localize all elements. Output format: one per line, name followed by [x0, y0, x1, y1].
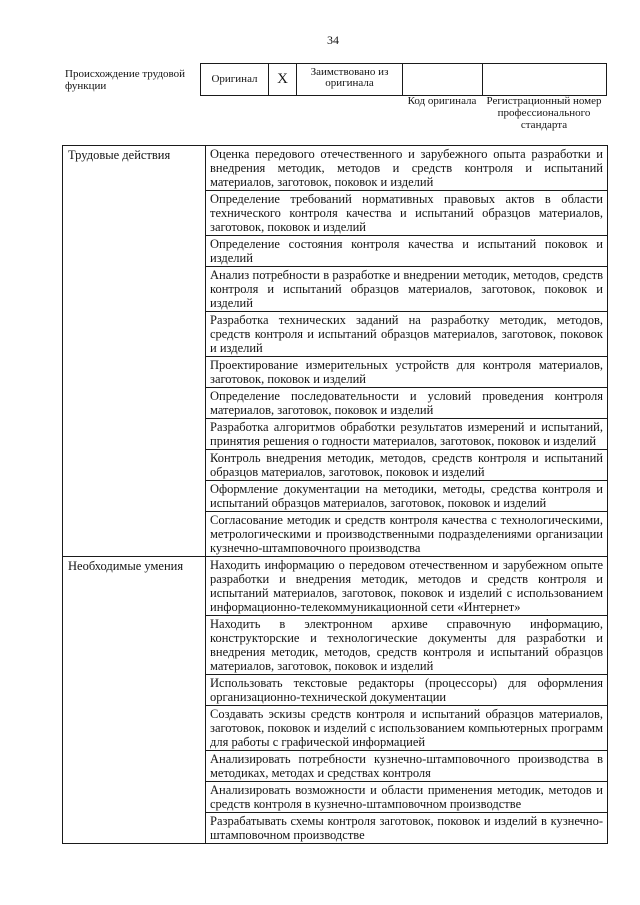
page-number: 34 [327, 33, 339, 47]
labor-function-table-body [63, 146, 608, 844]
registration-number-cell [483, 64, 607, 96]
section-item: Анализировать потребности кузнечно-штамповочного производства в методиках, методах и средствах контроля [206, 751, 608, 782]
section-title: Необходимые умения [63, 557, 206, 844]
origin-box-row [201, 64, 607, 96]
table-row [63, 146, 608, 191]
original-label: Оригинал [201, 64, 269, 96]
registration-caption: Регистрационный номер профессионального стандарта [486, 95, 602, 131]
section-item: Определение состояния контроля качества и испытаний поковок и изделий [206, 236, 608, 267]
section-item: Находить в электронном архиве справочную информацию, конструкторские и технологические документы для разработки и внедрения методик, методов, средств контроля и испытаний образцов материалов, заготовок, поковок и изделий [206, 616, 608, 675]
section-item: Анализировать возможности и области применения методик, методов и средств контроля в кузнечно-штамповочном производстве [206, 782, 608, 813]
section-item: Контроль внедрения методик, методов, средств контроля и испытаний образцов материалов, заготовок, поковок и изделий [206, 450, 608, 481]
original-code-cell [403, 64, 483, 96]
section-item: Разработка алгоритмов обработки результатов измерений и испытаний, принятия решения о годности материалов, заготовок, поковок и изделий [206, 419, 608, 450]
section-item: Определение последовательности и условий проведения контроля материалов, заготовок, поковок и изделий [206, 388, 608, 419]
section-item: Оценка передового отечественного и зарубежного опыта разработки и внедрения методик, методов и средств контроля и испытаний материалов, заготовок, поковок и изделий [206, 146, 608, 191]
code-caption: Код оригинала [407, 95, 477, 107]
labor-function-table [62, 145, 608, 844]
origin-label: Происхождение трудовой функции [65, 68, 186, 92]
section-item: Согласование методик и средств контроля качества с технологическими, метрологическими и производственными подразделениями организации кузнечно-штамповочного производства [206, 512, 608, 557]
section-item: Находить информацию о передовом отечественном и зарубежном опыте разработки и внедрения методик, методов и средств контроля и испытаний материалов, заготовок, поковок и изделий с использованием информационно-телекоммуникационной сети «Интернет» [206, 557, 608, 616]
borrowed-label: Заимствовано из оригинала [297, 64, 403, 96]
original-mark: X [269, 64, 297, 96]
section-item: Разрабатывать схемы контроля заготовок, поковок и изделий в кузнечно-штамповочном производстве [206, 813, 608, 844]
section-item: Разработка технических заданий на разработку методик, методов, средств контроля и испытаний образцов материалов, заготовок, поковок и изделий [206, 312, 608, 357]
section-item: Оформление документации на методики, методы, средства контроля и испытаний образцов материалов, заготовок, поковок и изделий [206, 481, 608, 512]
section-item: Создавать эскизы средств контроля и испытаний образцов материалов, заготовок, поковок и изделий с использованием компьютерных программ для работы с графической информацией [206, 706, 608, 751]
section-item: Анализ потребности в разработке и внедрении методик, методов, средств контроля и испытаний образцов материалов, заготовок, поковок и изделий [206, 267, 608, 312]
table-row [63, 557, 608, 616]
section-title: Трудовые действия [63, 146, 206, 557]
origin-box [200, 63, 607, 96]
section-item: Определение требований нормативных правовых актов в области технического контроля качества и испытаний образцов материалов, заготовок, поковок и изделий [206, 191, 608, 236]
section-item: Использовать текстовые редакторы (процессоры) для оформления организационно-технической документации [206, 675, 608, 706]
section-item: Проектирование измерительных устройств для контроля материалов, заготовок, поковок и изделий [206, 357, 608, 388]
